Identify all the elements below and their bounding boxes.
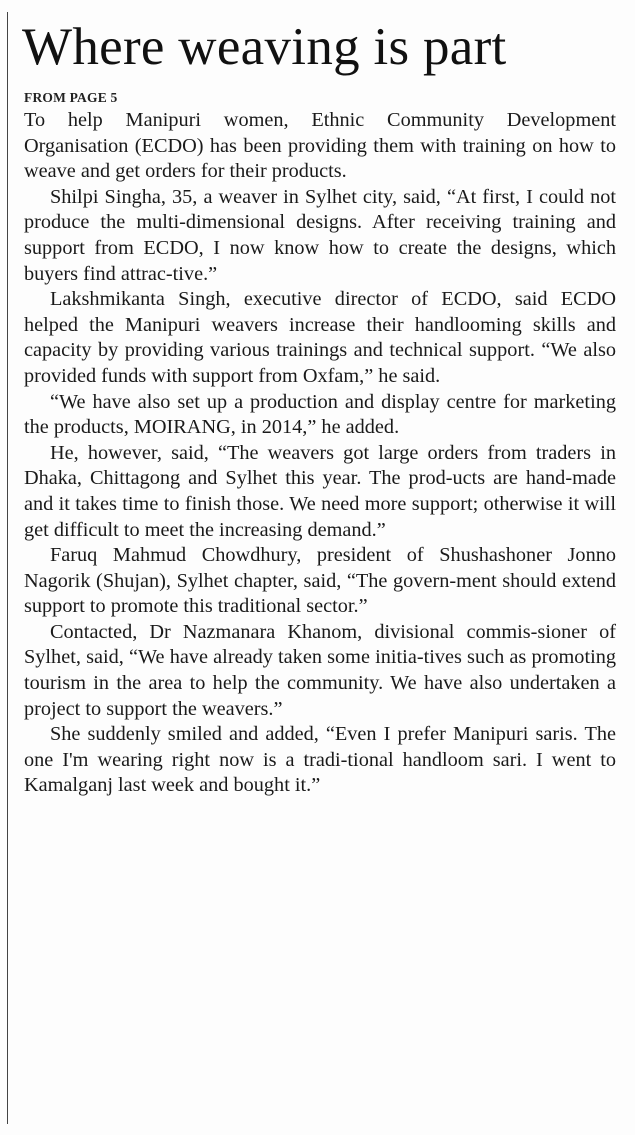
paragraph: Shilpi Singha, 35, a weaver in Sylhet city, said, “At first, I could not produce the multi-dimensional designs. After receiving training and support from ECDO, I now know how to create the designs, which buyers find attrac-tive.” [24, 185, 616, 285]
jump-line: FROM PAGE 5 [24, 90, 118, 105]
column-rule [7, 12, 8, 1124]
paragraph: He, however, said, “The weavers got large orders from traders in Dhaka, Chittagong and Sylhet this year. The prod-ucts are hand-made and it takes time to finish those. We need more support; otherwise it will get difficult to meet the increasing demand.” [24, 441, 616, 541]
paragraph: To help Manipuri women, Ethnic Community Development Organisation (ECDO) has been providing them with training on how to weave and get orders for their products. [24, 109, 616, 183]
paragraph: “We have also set up a production and display centre for marketing the products, MOIRANG, in 2014,” he added. [24, 390, 616, 439]
paragraph: Faruq Mahmud Chowdhury, president of Shushashoner Jonno Nagorik (Shujan), Sylhet chapter, said, “The govern-ment should extend support to promote this traditional sector.” [24, 544, 616, 618]
article-body [24, 108, 616, 799]
paragraph: She suddenly smiled and added, “Even I prefer Manipuri saris. The one I'm wearing right now is a tradi-tional handloom sari. I went to Kamalganj last week and bought it.” [24, 723, 616, 797]
paragraph: Contacted, Dr Nazmanara Khanom, divisional commis-sioner of Sylhet, said, “We have already taken some initia-tives such as promoting tourism in the area to help the community. We have also undertaken a project to support the weavers.” [24, 620, 616, 720]
headline: Where weaving is part [22, 18, 507, 76]
paragraph: Lakshmikanta Singh, executive director of ECDO, said ECDO helped the Manipuri weavers increase their handlooming skills and capacity by providing various trainings and technical support. “We also provided funds with support from Oxfam,” he said. [24, 288, 616, 387]
